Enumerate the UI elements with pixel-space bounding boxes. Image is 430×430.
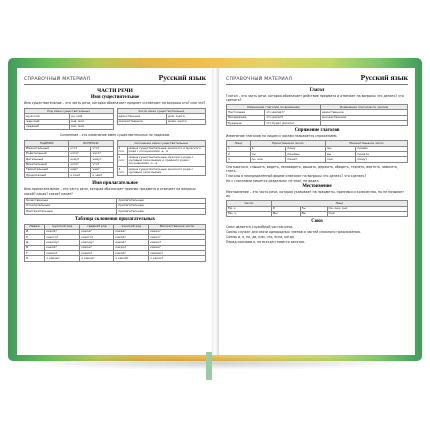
- table-cell: Притяжательные: [25, 209, 117, 214]
- table-cell: чему?: [91, 157, 113, 162]
- table-head: Лицо: [227, 141, 251, 146]
- table-cell: Прошедшее: [227, 115, 265, 120]
- table-cell: о чём?: [91, 173, 113, 178]
- verb-note-2: Не с глаголами пишется раздельно: не знал, не видел.: [226, 178, 320, 183]
- table-cell: каким?: [80, 251, 114, 256]
- table-cell: 1 скл.: [117, 146, 127, 155]
- table-cell: о каком?: [80, 256, 114, 261]
- table-cell: какие?: [149, 245, 206, 250]
- left-page-header: [24, 73, 206, 85]
- table-cell: что делает?: [265, 110, 321, 115]
- table-cell: И.: [25, 229, 45, 234]
- table-cell: Качественные: [25, 198, 117, 203]
- table-cell: ты: [250, 152, 286, 157]
- conjugation-note: Изменение глаголов по лицам и числам называется спряжением.: [226, 134, 338, 139]
- table-cell: дом, книга: [167, 114, 206, 119]
- table-cell: какие?: [149, 229, 206, 234]
- table-head: Лицо: [271, 201, 407, 206]
- table-cell: женский: [25, 119, 70, 124]
- table-head: Единственное число: [250, 141, 325, 146]
- table-cell: какому?: [45, 240, 80, 245]
- table-cell: Вы: [300, 211, 327, 216]
- table-cell: имена существительные женского и мужского рода с окончаниями -а, -я: [127, 146, 205, 155]
- table-cell: 3 скл.: [117, 167, 127, 176]
- union-text-2: Союзы и, а, но, да, или, что, если, когда.: [226, 235, 295, 240]
- table-cell: В.: [25, 245, 45, 250]
- table-cell: кому?: [69, 157, 91, 162]
- adjective-declension-title: Таблица склонения прилагательных: [74, 216, 156, 222]
- left-header-label: СПРАВОЧНЫЙ МАТЕРИАЛ: [24, 77, 91, 82]
- pronoun-title: Местоимение: [302, 184, 332, 190]
- table-cell: единственное: [117, 114, 167, 119]
- table-cell: Дательный: [25, 157, 69, 162]
- book-spine: [212, 68, 219, 355]
- verb-tense-table: [226, 104, 408, 126]
- table-cell: чем?: [91, 167, 113, 172]
- table-cell: кто?: [69, 146, 91, 151]
- table-cell: о какой?: [114, 256, 149, 261]
- table-cell: Мн. ч.: [227, 211, 272, 216]
- right-header-label: СПРАВОЧНЫЙ МАТЕРИАЛ: [226, 77, 293, 82]
- table-cell: [321, 121, 408, 126]
- table-cell: мы: [326, 146, 356, 151]
- table-cell: я: [250, 146, 286, 151]
- table-cell: чего?: [91, 151, 113, 156]
- table-head: средний род: [80, 224, 114, 229]
- table-head: Изменение глаголов по числам: [321, 105, 408, 110]
- table-head: Число: [227, 201, 272, 206]
- table-cell: какую?: [114, 245, 149, 250]
- case-tables: [24, 138, 206, 180]
- table-cell: кого?: [69, 162, 91, 167]
- table-cell: какому?: [80, 240, 114, 245]
- conjugation-exceptions: Спотыкаться, слышать, видеть, ненавидеть, дышать, держать, обидеть, терпеть, вертеть, зависеть, гнать.: [226, 164, 398, 173]
- table-cell: пишете: [356, 152, 408, 157]
- table-cell: какой?: [114, 251, 149, 256]
- table-head: женский род: [114, 224, 149, 229]
- table-cell: какой?: [114, 240, 149, 245]
- table-cell: 1: [227, 146, 251, 151]
- table-cell: дома, книги: [167, 119, 206, 124]
- table-cell: она, моя: [69, 119, 113, 124]
- table-cell: о ком?: [69, 173, 91, 178]
- table-cell: прилагательные: [117, 198, 206, 203]
- table-cell: какое?: [80, 229, 114, 234]
- table-cell: каким?: [45, 251, 80, 256]
- case-table: [24, 140, 114, 178]
- table-cell: о каких?: [149, 256, 206, 261]
- table-cell: он, она: [250, 157, 286, 162]
- table-cell: что будет делать?: [265, 121, 321, 126]
- table-cell: вы: [326, 152, 356, 157]
- table-cell: каких?: [149, 235, 206, 240]
- table-cell: пишу: [286, 146, 326, 151]
- table-cell: о каком?: [45, 256, 80, 261]
- table-cell: Д.: [25, 240, 45, 245]
- table-head: мужской род: [45, 224, 80, 229]
- union-text-3: Перед союзами а, но всегда ставится запятая.: [226, 240, 305, 245]
- table-cell: Предложный: [25, 173, 69, 178]
- noun-tables: [24, 106, 206, 132]
- table-cell: множественное: [321, 115, 408, 120]
- table-cell: Они: [327, 211, 407, 216]
- table-cell: кого?: [69, 151, 91, 156]
- book-shadow: [12, 356, 418, 370]
- table-cell: имена существительные мужского рода с нулевым окончанием и среднего рода с окончаниями -о, -е: [127, 155, 205, 167]
- table-cell: Будущее: [227, 121, 265, 126]
- table-cell: каким?: [149, 240, 206, 245]
- table-cell: Р.: [25, 235, 45, 240]
- table-cell: Ед. ч.: [227, 206, 272, 211]
- table-head: Изменение глаголов по временам: [227, 105, 321, 110]
- noun-gender-table: [24, 108, 114, 130]
- table-cell: Ты: [300, 206, 327, 211]
- table-cell: Настоящее: [227, 110, 265, 115]
- union-definition: Союз является служебной частью речи.: [226, 225, 294, 230]
- union-text-1: Союзы служат для связи однородных членов и частей сложного предложения.: [226, 230, 361, 235]
- table-cell: Именительный: [25, 146, 69, 151]
- table-cell: прилагательные: [117, 209, 206, 214]
- table-cell: средний: [25, 124, 70, 129]
- adjective-declension-table: [24, 224, 206, 262]
- verb-note-1: Глаголы в неопределённой форме отвечают на вопросы что делать? что сделать?: [226, 173, 367, 178]
- table-cell: что?: [91, 162, 113, 167]
- conjugation-title: Спряжение глаголов: [294, 128, 340, 134]
- verb-title: Глагол: [309, 88, 325, 93]
- table-cell: множественное: [117, 119, 167, 124]
- table-cell: какая?: [114, 229, 149, 234]
- table-cell: что?: [91, 146, 113, 151]
- table-cell: Родительный: [25, 151, 69, 156]
- table-cell: какими?: [149, 251, 206, 256]
- noun-definition: Имя существительное – это часть речи, которая обозначает предмет и отвечает на вопросы кто? или что?: [24, 101, 206, 105]
- pronoun-definition: Местоимение – это часть речи, которая указывает на предметы, признаки и количества, но не называет их.: [226, 190, 404, 199]
- table-cell: пишут: [356, 157, 408, 162]
- part-title: ЧАСТИ РЕЧИ: [97, 88, 133, 94]
- table-cell: прилагательные: [117, 203, 206, 208]
- table-cell: Мы: [271, 211, 300, 216]
- table-cell: Относительные: [25, 203, 117, 208]
- union-title: Союз: [311, 219, 323, 225]
- table-cell: кем?: [69, 167, 91, 172]
- table-cell: Я: [271, 206, 300, 211]
- left-header-title: Русский язык: [158, 73, 206, 82]
- right-page: [219, 68, 415, 355]
- case-note: Склонение – это изменение имен существительных по падежам.: [59, 133, 171, 138]
- left-page: [17, 68, 213, 355]
- bookmark-ribbon: [206, 352, 212, 380]
- table-cell: Винительный: [25, 162, 69, 167]
- noun-number-table: [117, 108, 207, 125]
- table-cell: какого?: [80, 235, 114, 240]
- table-cell: 3: [227, 157, 251, 162]
- table-cell: какого?: [45, 235, 80, 240]
- table-head: Множественное число: [326, 141, 408, 146]
- noun-number-head: Число имен существительных: [117, 109, 206, 114]
- conjugation-table: [226, 140, 408, 162]
- table-cell: какое?: [80, 245, 114, 250]
- adjective-types-table: [24, 198, 206, 215]
- table-head: Склонение имен существительных: [117, 141, 206, 146]
- table-cell: пишет: [286, 157, 326, 162]
- verb-definition: Глагол – это часть речи, которая обозначает действие предмета и отвечает на вопросы что делать? что сделать?: [226, 94, 404, 103]
- right-page-header: [226, 73, 408, 85]
- noun-title: Имя существительное: [90, 95, 140, 100]
- table-cell: Т.: [25, 251, 45, 256]
- table-cell: пишешь: [286, 152, 326, 157]
- table-head: Падеж: [25, 224, 45, 229]
- pronoun-table: [226, 200, 408, 217]
- table-cell: что делал?: [265, 115, 321, 120]
- table-cell: Он, она, оно: [327, 206, 407, 211]
- adjective-definition: Имя прилагательное – это часть речи, которая обозначает признак предмета и отвечает на вопросы какой? какая? какое? какие?: [24, 187, 196, 196]
- table-cell: какой?: [45, 229, 80, 234]
- right-header-title: Русский язык: [360, 73, 408, 82]
- table-cell: пишем: [356, 146, 408, 151]
- table-cell: имена существительные женского рода с нулевым окончанием: [127, 167, 205, 176]
- table-cell: П.: [25, 256, 45, 261]
- table-cell: Творительный: [25, 167, 69, 172]
- table-cell: 2 скл.: [117, 155, 127, 167]
- table-cell: 2: [227, 152, 251, 157]
- table-cell: какой?: [45, 245, 80, 250]
- table-cell: мужской: [25, 114, 70, 119]
- table-cell: оно, моё: [69, 124, 113, 129]
- table-cell: они: [326, 157, 356, 162]
- noun-gender-head: Род имен существительных: [25, 109, 114, 114]
- table-head: Множественное число: [149, 224, 206, 229]
- table-head: ПАДЕЖИ: [25, 141, 69, 146]
- table-cell: он, мой: [69, 114, 113, 119]
- declension-table: [117, 140, 207, 175]
- table-cell: какой?: [114, 235, 149, 240]
- table-head: ВОПРОСЫ: [69, 141, 113, 146]
- adjective-title: Имя прилагательное: [92, 181, 138, 187]
- table-cell: единственное: [321, 110, 408, 115]
